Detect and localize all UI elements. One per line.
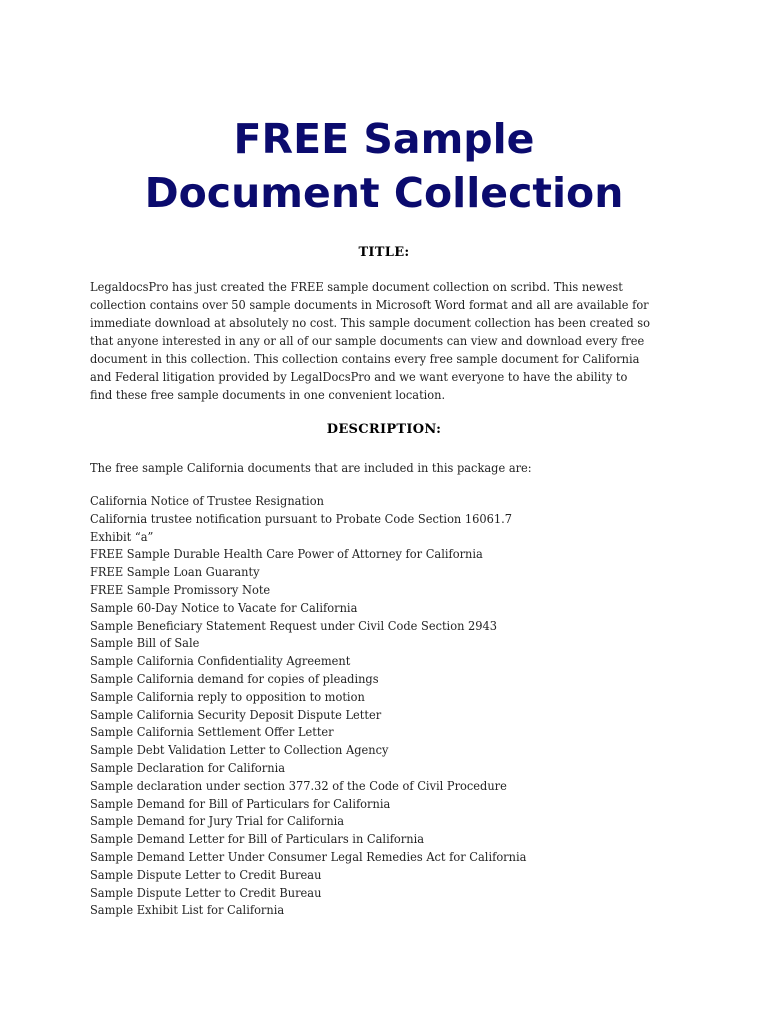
intro-line: and Federal litigation provided by LegalDocsPro and we want everyone to have the ability to [90,369,628,384]
intro-line: LegaldocsPro has just created the FREE sample document collection on scribd. This newest [90,279,623,294]
intro-paragraph [90,278,651,404]
intro-line: that anyone interested in any or all of our sample documents can view and download every free [90,333,645,348]
list-item: Sample California Settlement Offer Letter [90,724,334,740]
list-item: Sample Exhibit List for California [90,902,285,918]
list-item: Sample Debt Validation Letter to Collection Agency [90,742,389,758]
list-item: Sample California demand for copies of pleadings [90,670,379,686]
list-intro: The free sample California documents that are included in this package are: [90,460,532,475]
intro-line: immediate download at absolutely no cost. This sample document collection has been created so [90,315,651,330]
list-item: Exhibit “a” [90,528,154,544]
list-item: Sample Demand for Jury Trial for California [90,813,345,829]
list-item: Sample Declaration for California [90,759,286,775]
intro-line: collection contains over 50 sample documents in Microsoft Word format and all are available for [90,297,649,312]
document-list [90,492,660,919]
list-item: Sample California reply to opposition to motion [90,688,365,704]
list-item: Sample Demand Letter for Bill of Particulars in California [90,831,425,847]
list-item: Sample Beneficiary Statement Request under Civil Code Section 2943 [90,617,498,633]
list-item: California Notice of Trustee Resignation [90,493,324,508]
list-item: Sample Demand Letter Under Consumer Legal Remedies Act for California [90,848,527,864]
list-item: Sample 60-Day Notice to Vacate for California [90,599,358,615]
intro-line: find these free sample documents in one convenient location. [90,387,446,402]
list-item: Sample Demand for Bill of Particulars for California [90,795,391,811]
list-item: Sample California Security Deposit Dispute Letter [90,706,382,722]
list-item: FREE Sample Loan Guaranty [90,564,260,580]
list-item: FREE Sample Promissory Note [90,581,271,597]
page-title [0,112,768,220]
list-item: Sample Bill of Sale [90,635,200,651]
description-heading: DESCRIPTION: [326,422,442,437]
list-item: Sample California Confidentiality Agreement [90,653,351,669]
list-item: FREE Sample Durable Health Care Power of Attorney for California [90,546,483,562]
title-line-2: Document Collection [144,169,624,217]
title-heading: TITLE: [358,245,410,260]
title-line-1: FREE Sample [233,115,535,163]
list-item: Sample Dispute Letter to Credit Bureau [90,866,322,882]
list-item: Sample declaration under section 377.32 of the Code of Civil Procedure [90,777,507,793]
list-item: Sample Dispute Letter to Credit Bureau [90,884,322,900]
list-item: California trustee notification pursuant to Probate Code Section 16061.7 [90,510,513,526]
intro-line: document in this collection. This collection contains every free sample document for California [90,351,640,366]
